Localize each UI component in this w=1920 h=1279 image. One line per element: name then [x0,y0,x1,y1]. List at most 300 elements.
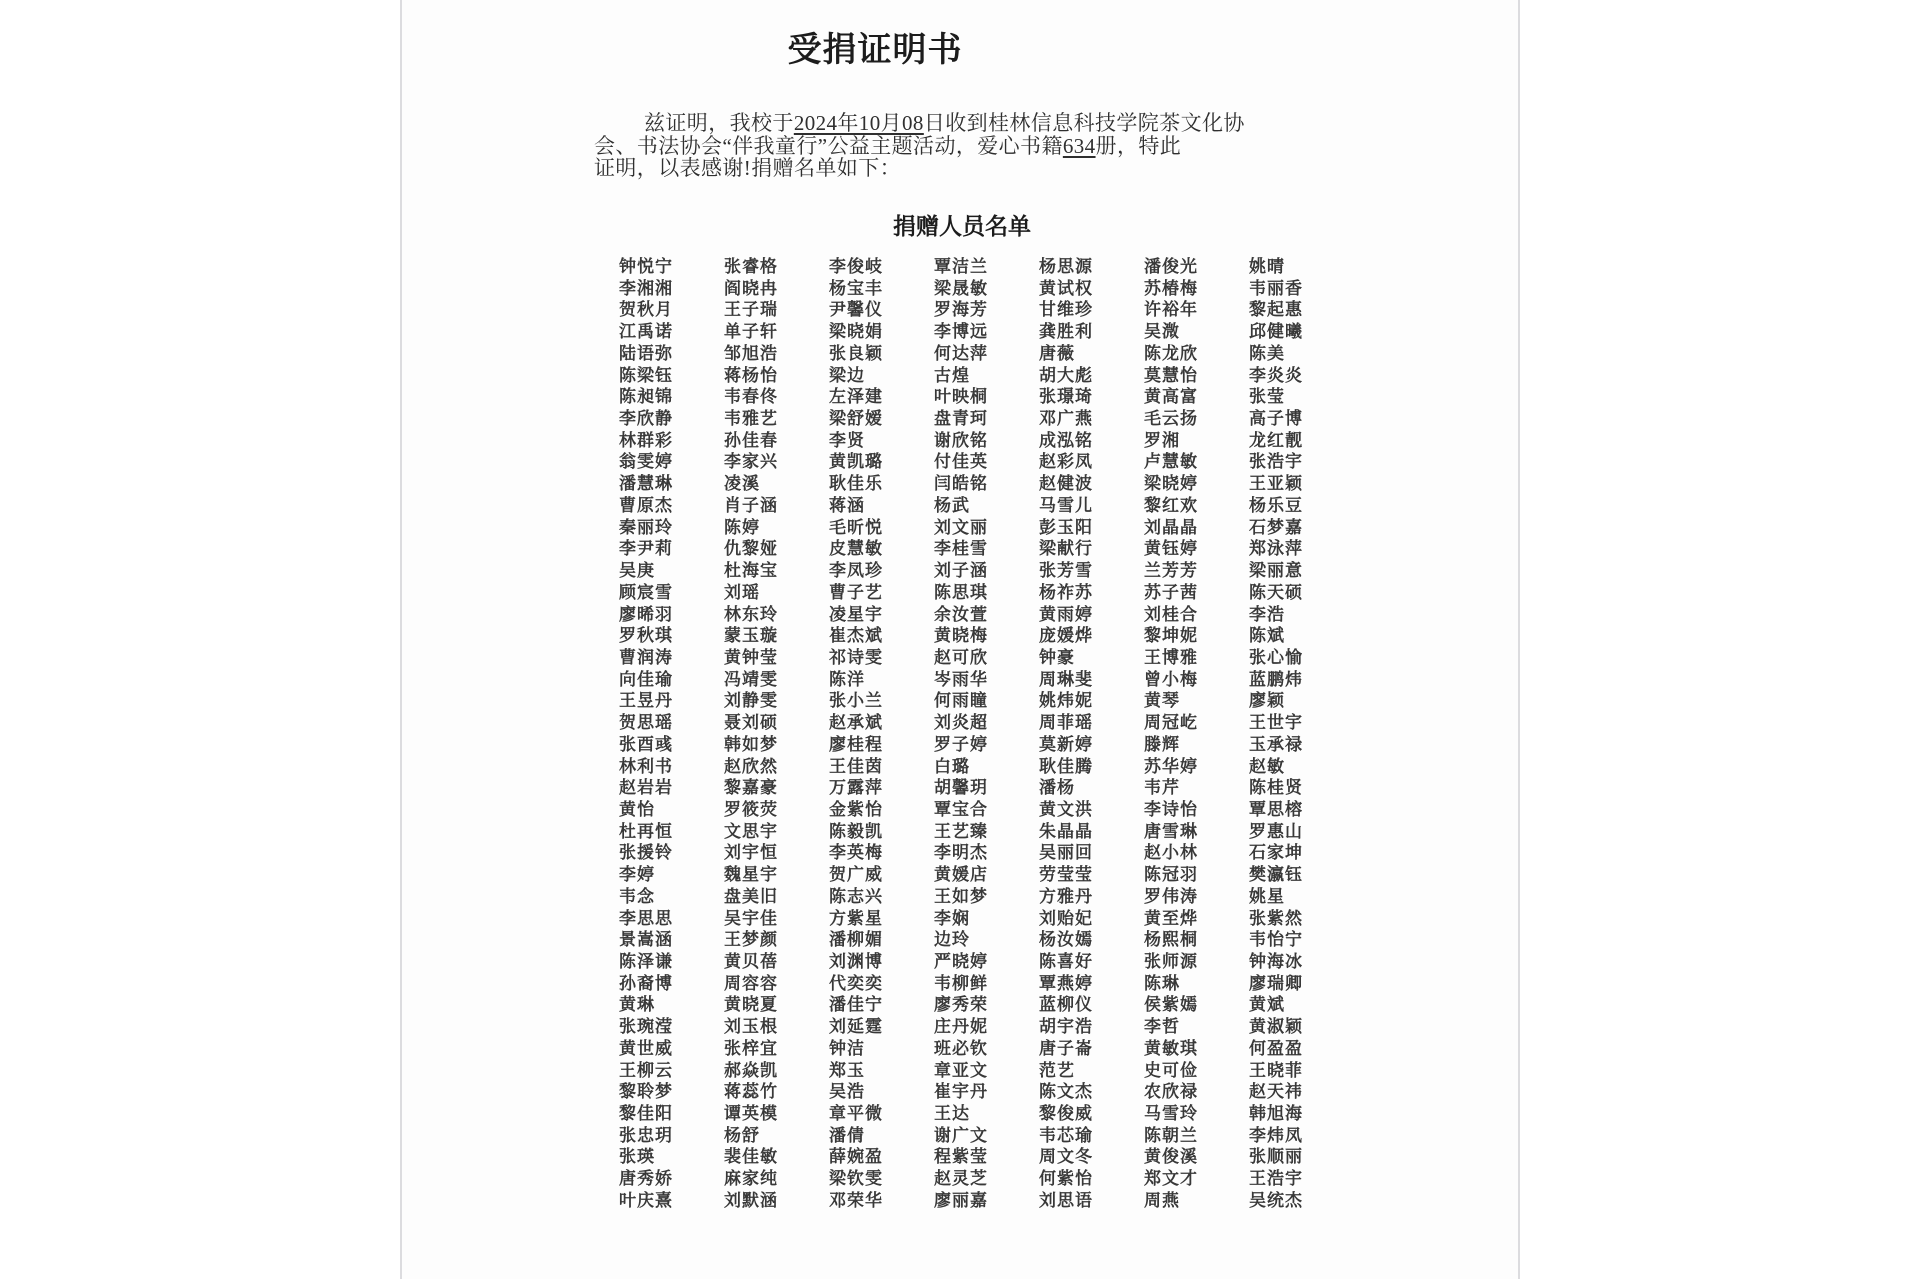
donor-name: 叶庆熹 [619,1190,673,1210]
donor-name: 单子轩 [724,322,778,342]
donor-name: 裴佳敏 [724,1147,778,1167]
donor-name: 石家坤 [1249,843,1303,863]
donor-name: 余汝萱 [934,604,988,624]
donor-name: 张酉彧 [619,734,673,754]
donor-name: 廖秀荣 [934,995,988,1015]
donor-name: 苏华婷 [1144,756,1198,776]
underlined-fill-in: 2024年10月08 [793,111,924,135]
donor-name: 唐秀娇 [619,1169,673,1189]
donor-name: 周容容 [724,973,778,993]
donor-name: 农欣禄 [1144,1082,1198,1102]
donor-name: 廖丽嘉 [934,1190,988,1210]
donor-name: 赵灵芝 [934,1169,988,1189]
donor-name: 秦丽玲 [619,517,673,537]
donor-name: 潘倩 [829,1125,865,1145]
donor-name: 何盈盈 [1249,1038,1303,1058]
donor-name: 陈婷 [724,517,760,537]
donor-name: 刘文丽 [934,517,988,537]
donor-name: 白璐 [934,756,970,776]
donor-name: 张莹 [1249,387,1285,407]
donor-name: 刘思语 [1039,1190,1093,1210]
donor-name: 赵敏 [1249,756,1285,776]
donor-name: 陈毅凯 [829,821,883,841]
donor-name: 曾小梅 [1144,669,1198,689]
donor-name: 韩旭海 [1249,1104,1303,1124]
donor-name: 陈天硕 [1249,582,1303,602]
donor-name: 向佳瑜 [619,669,673,689]
donor-name: 边玲 [934,930,970,950]
donor-name: 林东玲 [724,604,778,624]
donor-name: 邹旭浩 [724,343,778,363]
donor-name: 闫皓铭 [934,474,988,494]
donor-name: 班必钦 [934,1038,988,1058]
donor-name: 彭玉阳 [1039,517,1093,537]
donor-name: 黎红欢 [1144,495,1198,515]
donor-name: 王浩宇 [1249,1169,1303,1189]
donor-name: 陈桂贤 [1249,778,1303,798]
donor-name: 陈思琪 [934,582,988,602]
donor-name: 庞媛烨 [1039,626,1093,646]
donor-name: 杨思源 [1039,257,1093,276]
donor-name: 黄斌 [1249,995,1285,1015]
donor-name: 杨宝丰 [829,278,883,298]
donor-name: 李明杰 [934,843,988,863]
donor-name: 韦芯瑜 [1039,1125,1093,1145]
donor-name: 李博远 [934,322,988,342]
donor-name: 代奕奕 [829,973,883,993]
donor-name: 曹原杰 [619,495,673,515]
donor-name: 侯紫嫣 [1144,995,1198,1015]
donor-name: 顾宸雪 [619,582,673,602]
donor-name: 李家兴 [724,452,778,472]
paragraph-line [594,157,1294,180]
donor-name: 廖晞羽 [619,604,673,624]
donor-name: 黄晓夏 [724,995,778,1015]
donor-name: 廖颖 [1249,691,1285,711]
donor-name: 江禹诺 [619,322,673,342]
donor-name: 左泽建 [829,387,883,407]
donor-name: 何紫怡 [1039,1169,1093,1189]
donor-name: 覃燕婷 [1039,973,1093,993]
donor-name: 凌溪 [724,474,760,494]
donor-name: 王艺臻 [934,821,988,841]
donor-name: 李湘湘 [619,278,673,298]
donor-name: 张紫然 [1249,908,1303,928]
donor-name: 赵欣然 [724,756,778,776]
donor-name: 王博雅 [1144,647,1198,667]
donor-name: 陈昶锦 [619,387,673,407]
donor-name: 黎嘉豪 [724,778,778,798]
donor-name: 蓝柳仪 [1039,995,1093,1015]
donor-name: 李俊岐 [829,257,883,276]
donor-name: 李浩 [1249,604,1285,624]
donor-name: 邓荣华 [829,1190,883,1210]
donor-name: 贺思瑶 [619,713,673,733]
donor-name: 胡宇浩 [1039,1017,1093,1037]
donor-name: 刘贻妃 [1039,908,1093,928]
donor-name: 赵天祎 [1249,1082,1303,1102]
paragraph-line [594,112,1294,135]
donor-name: 王柳云 [619,1060,673,1080]
donor-name: 黄媛店 [934,865,988,885]
donor-name: 杨舒 [724,1125,760,1145]
donor-name: 卢慧敏 [1144,452,1198,472]
donor-name: 何达萍 [934,343,988,363]
donor-name: 陈龙欣 [1144,343,1198,363]
donor-name: 梁钦雯 [829,1169,883,1189]
donor-name: 廖桂程 [829,734,883,754]
donor-name: 赵健波 [1039,474,1093,494]
donor-name: 庄丹妮 [934,1017,988,1037]
donor-name: 张顺丽 [1249,1147,1303,1167]
donor-name: 程紫莹 [934,1147,988,1167]
donor-name: 冯靖雯 [724,669,778,689]
donor-name: 张璟琦 [1039,387,1093,407]
donor-name: 景嵩涵 [619,930,673,950]
donor-name: 杜海宝 [724,561,778,581]
donor-name: 梁献行 [1039,539,1093,559]
donor-name: 韦怡宁 [1249,930,1303,950]
donor-name: 韩如梦 [724,734,778,754]
donor-name: 黄俊溪 [1144,1147,1198,1167]
donor-name: 梁晓娟 [829,322,883,342]
donor-name: 皮慧敏 [829,539,883,559]
donor-name: 黄雨婷 [1039,604,1093,624]
donor-name: 毛昕悦 [829,517,883,537]
donor-name: 罗湘 [1144,430,1180,450]
donor-name: 方雅丹 [1039,886,1093,906]
donor-name: 张睿格 [724,257,778,276]
donor-name: 韦丽香 [1249,278,1303,298]
donor-name: 刘延霆 [829,1017,883,1037]
donor-name: 薛婉盈 [829,1147,883,1167]
donor-name: 劳莹莹 [1039,865,1093,885]
donor-name: 吴丽回 [1039,843,1093,863]
donor-name: 罗伟涛 [1144,886,1198,906]
donor-name: 黄凯璐 [829,452,883,472]
donor-name: 刘玉根 [724,1017,778,1037]
donor-name: 贺秋月 [619,300,673,320]
donor-name: 王佳茵 [829,756,883,776]
donor-name: 梁边 [829,365,865,385]
donor-name: 唐子崙 [1039,1038,1093,1058]
donor-name: 苏椿梅 [1144,278,1198,298]
donor-name: 翁雯婷 [619,452,673,472]
donor-name: 岑雨华 [934,669,988,689]
donor-name: 韦雅艺 [724,409,778,429]
donor-name: 章平微 [829,1104,883,1124]
donor-name: 梁丽意 [1249,561,1303,581]
donor-name: 陈志兴 [829,886,883,906]
donor-name: 刘子涵 [934,561,988,581]
donor-name: 林群彩 [619,430,673,450]
paragraph-text: 兹证明，我校于 [644,111,794,135]
donor-name: 蒋涵 [829,495,865,515]
donor-name: 李凤珍 [829,561,883,581]
donor-name: 阎晓冉 [724,278,778,298]
donor-name: 龙红靓 [1249,430,1303,450]
donor-name: 潘柳媚 [829,930,883,950]
donor-name: 何雨瞳 [934,691,988,711]
donor-name: 李贤 [829,430,865,450]
donor-name: 刘瑶 [724,582,760,602]
donor-name: 毛云扬 [1144,409,1198,429]
donor-name: 钟悦宁 [619,257,673,276]
donor-name: 黄至烨 [1144,908,1198,928]
donor-name: 杨乐豆 [1249,495,1303,515]
donor-name: 潘慧琳 [619,474,673,494]
donor-name: 付佳英 [934,452,988,472]
donor-name: 刘宇恒 [724,843,778,863]
donor-name: 唐雪琳 [1144,821,1198,841]
donor-name: 崔杰斌 [829,626,883,646]
donor-name: 陈美 [1249,343,1285,363]
donor-name: 唐薇 [1039,343,1075,363]
donor-name: 杨熙桐 [1144,930,1198,950]
donor-name: 张梓宜 [724,1038,778,1058]
donor-name: 黄高富 [1144,387,1198,407]
donor-name: 覃宝合 [934,799,988,819]
donor-name: 龚胜利 [1039,322,1093,342]
donor-name: 潘杨 [1039,778,1075,798]
donor-name: 谭英模 [724,1104,778,1124]
donor-name: 莫新婷 [1039,734,1093,754]
donor-name: 甘维珍 [1039,300,1093,320]
donor-name: 周菲瑶 [1039,713,1093,733]
donor-name: 张小兰 [829,691,883,711]
donor-name: 马雪儿 [1039,495,1093,515]
donor-name: 梁晟敏 [934,278,988,298]
donor-name: 聂刘硕 [724,713,778,733]
donor-name: 蒙玉璇 [724,626,778,646]
donor-name: 赵彩凤 [1039,452,1093,472]
donor-name: 胡馨玥 [934,778,988,798]
donor-name: 凌星宇 [829,604,883,624]
donor-name: 胡大彪 [1039,365,1093,385]
paragraph-text: 证明，以表感谢!捐赠名单如下： [594,156,901,180]
donor-name: 罗子婷 [934,734,988,754]
donor-name: 黄试权 [1039,278,1093,298]
donor-name: 张忠玥 [619,1125,673,1145]
donor-name: 陈斌 [1249,626,1285,646]
donor-name: 兰芳芳 [1144,561,1198,581]
donor-name: 黄世威 [619,1038,673,1058]
donor-name: 郑文才 [1144,1169,1198,1189]
donor-name: 叶映桐 [934,387,988,407]
donor-name: 孙佳春 [724,430,778,450]
donor-name: 郑泳萍 [1249,539,1303,559]
donor-name: 林利书 [619,756,673,776]
donor-name: 盘青珂 [934,409,988,429]
donor-name: 黎佳阳 [619,1104,673,1124]
donor-name: 朱晶晶 [1039,821,1093,841]
donor-name: 曹润涛 [619,647,673,667]
donor-name: 韦芹 [1144,778,1180,798]
donor-name: 王如梦 [934,886,988,906]
donor-name: 黄钰婷 [1144,539,1198,559]
donor-name: 张援铃 [619,843,673,863]
donor-name: 黎坤妮 [1144,626,1198,646]
donor-name: 崔宇丹 [934,1082,988,1102]
donor-name: 蒋蕊竹 [724,1082,778,1102]
certificate-page [400,0,1520,1279]
donor-name: 王子瑞 [724,300,778,320]
donor-name: 仇黎娅 [724,539,778,559]
donor-name: 李诗怡 [1144,799,1198,819]
donor-name: 章亚文 [934,1060,988,1080]
donor-name: 玉承禄 [1249,734,1303,754]
donor-name: 杜再恒 [619,821,673,841]
donor-name: 邓广燕 [1039,409,1093,429]
donor-name: 黄琳 [619,995,655,1015]
donor-name: 李哲 [1144,1017,1180,1037]
donor-list-title: 捐赠人员名单 [893,214,1031,239]
donor-name: 周冠屹 [1144,713,1198,733]
donor-name: 梁舒嫒 [829,409,883,429]
paragraph-line [594,135,1294,158]
donor-name: 杨汝嫣 [1039,930,1093,950]
donor-name: 刘渊博 [829,952,883,971]
donor-name: 张浩宇 [1249,452,1303,472]
donor-name: 杨武 [934,495,970,515]
donor-name: 陈喜好 [1039,952,1093,971]
donor-name: 蒋杨怡 [724,365,778,385]
donor-name: 周琳斐 [1039,669,1093,689]
donor-name: 张良颖 [829,343,883,363]
donor-name: 王晓菲 [1249,1060,1303,1080]
donor-name: 罗秋琪 [619,626,673,646]
donor-name: 张心愉 [1249,647,1303,667]
donor-name: 耿佳乐 [829,474,883,494]
donor-name: 李欣静 [619,409,673,429]
donor-name: 韦念 [619,886,655,906]
donor-name: 李娴 [934,908,970,928]
donor-name: 周燕 [1144,1190,1180,1210]
donor-name: 罗海芳 [934,300,988,320]
donor-name: 梁晓婷 [1144,474,1198,494]
donor-name: 王世宇 [1249,713,1303,733]
donor-name: 吴统杰 [1249,1190,1303,1210]
donor-name: 万露萍 [829,778,883,798]
donor-name: 潘佳宁 [829,995,883,1015]
donor-name: 曹子艺 [829,582,883,602]
donor-name: 赵可欣 [934,647,988,667]
donor-name: 陈朝兰 [1144,1125,1198,1145]
donor-name: 耿佳腾 [1039,756,1093,776]
donor-name: 魏星宇 [724,865,778,885]
donor-name: 周文冬 [1039,1147,1093,1167]
donor-name: 李英梅 [829,843,883,863]
donor-name: 盘美旧 [724,886,778,906]
donor-name: 肖子涵 [724,495,778,515]
donor-name: 钟海冰 [1249,952,1303,971]
donor-name: 黄敏琪 [1144,1038,1198,1058]
donor-name: 贺广威 [829,865,883,885]
donor-name: 钟豪 [1039,647,1075,667]
donor-name: 罗惠山 [1249,821,1303,841]
donor-name: 李婷 [619,865,655,885]
donor-name: 刘晶晶 [1144,517,1198,537]
donor-name: 刘默涵 [724,1190,778,1210]
donor-name: 尹馨仪 [829,300,883,320]
donor-name: 郑玉 [829,1060,865,1080]
underlined-fill-in: 634 [1062,133,1096,158]
donor-name: 金紫怡 [829,799,883,819]
donor-name: 史可俭 [1144,1060,1198,1080]
donor-name: 覃思榕 [1249,799,1303,819]
donor-name: 姚晴 [1249,257,1285,276]
donor-name: 陈琳 [1144,973,1180,993]
donor-name: 张瑛 [619,1147,655,1167]
donor-name: 许裕年 [1144,300,1198,320]
paragraph-text: 日收到桂林信息科技学院茶文化协 [923,111,1245,135]
donor-name: 廖瑞卿 [1249,973,1303,993]
donor-name: 赵小林 [1144,843,1198,863]
donor-name: 李炜凤 [1249,1125,1303,1145]
donor-name: 王亚颖 [1249,474,1303,494]
donor-name: 陈梁钰 [619,365,673,385]
donor-name: 郝焱凯 [724,1060,778,1080]
donor-name: 黄怡 [619,799,655,819]
paragraph-text: 会、书法协会“伴我童行”公益主题活动，爱心书籍 [594,133,1063,158]
donor-name: 黄文洪 [1039,799,1093,819]
donor-name: 谢广文 [934,1125,988,1145]
donor-name: 谢欣铭 [934,430,988,450]
donor-name: 陈洋 [829,669,865,689]
donor-name: 姚炜妮 [1039,691,1093,711]
donor-name: 黄琴 [1144,691,1180,711]
donor-name: 古煌 [934,365,970,385]
donor-name: 陈冠羽 [1144,865,1198,885]
paragraph-text: 册，特此 [1095,133,1182,158]
donor-name: 黄钟莹 [724,647,778,667]
donor-name: 张芳雪 [1039,561,1093,581]
donor-name: 陆语弥 [619,343,673,363]
donor-name: 韦柳鲜 [934,973,988,993]
donor-name: 黄晓梅 [934,626,988,646]
donor-name: 陈泽谦 [619,952,673,971]
donor-name: 黄贝蓓 [724,952,778,971]
donor-name: 石梦嘉 [1249,517,1303,537]
donor-name: 范艺 [1039,1060,1075,1080]
donor-name: 王昱丹 [619,691,673,711]
donor-name: 孙裔博 [619,973,673,993]
donor-name: 黎起惠 [1249,300,1303,320]
donor-name: 严晓婷 [934,952,988,971]
donor-name: 莫慧怡 [1144,365,1198,385]
donor-name: 祁诗雯 [829,647,883,667]
donor-name: 钟洁 [829,1038,865,1058]
donor-name: 文思宇 [724,821,778,841]
donor-name: 黄淑颖 [1249,1017,1303,1037]
donor-name: 王梦颜 [724,930,778,950]
donor-name: 滕辉 [1144,734,1180,754]
donor-name: 刘桂合 [1144,604,1198,624]
donor-name: 麻家纯 [724,1169,778,1189]
page-title: 受捐证明书 [787,30,963,70]
donor-name: 李桂雪 [934,539,988,559]
donor-name: 赵承斌 [829,713,883,733]
donor-name: 张师源 [1144,952,1198,971]
donor-name-grid [619,256,1354,1212]
donor-name: 方紫星 [829,908,883,928]
donor-name: 邱健曦 [1249,322,1303,342]
donor-name: 高子博 [1249,409,1303,429]
donor-name: 黎聆梦 [619,1082,673,1102]
donor-name: 潘俊光 [1144,257,1198,276]
donor-name: 成泓铭 [1039,430,1093,450]
donor-name: 吴溦 [1144,322,1180,342]
